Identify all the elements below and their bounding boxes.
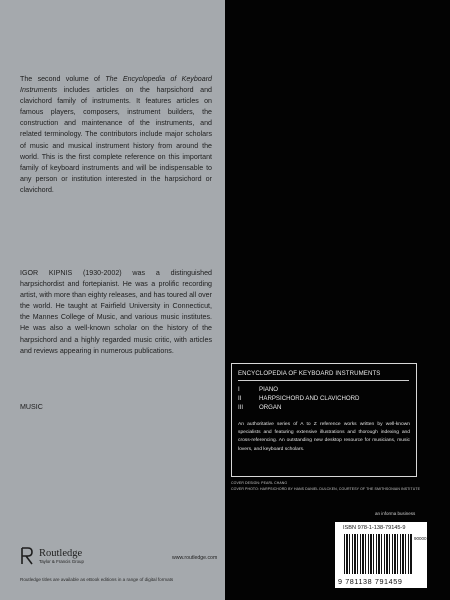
volume-number: III bbox=[238, 404, 244, 411]
author-bio: IGOR KIPNIS (1930-2002) was a distinguished harpsichordist and fortepianist. He was a prolific recording artist, with more than eighty releases, and has toured all over the world. He taught at Fairfield University in Connecticut, the Mannes College of Music, and various music institutes. He was also a well-known scholar on the history of the harpsichord and a highly regarded music critic, with articles and reviews appearing in numerous publications. bbox=[20, 269, 212, 355]
volume-number: I bbox=[238, 386, 240, 393]
volume-name: PIANO bbox=[259, 386, 278, 393]
barcode-block bbox=[335, 522, 427, 588]
series-divider bbox=[238, 380, 409, 381]
barcode-number: 9 781138 791459 bbox=[338, 577, 403, 586]
blurb-text-rest: includes articles on the harpsichord and clavichord family of instruments. It features articles on famous players, composers, instrument builders, the construction and maintenance of the instruments, and related terminology. The contributors include major scholars of music and musical instrument history from around the world. This is the first complete reference on this important family of keyboard instruments and will be indispensable to any person or institution interested in the harpsichord or clavichord. bbox=[20, 86, 212, 194]
price-code: 90000 bbox=[414, 536, 427, 541]
barcode-icon bbox=[344, 534, 412, 575]
isbn-text: ISBN 978-1-138-79145-9 bbox=[343, 525, 406, 531]
volume-name: ORGAN bbox=[259, 404, 282, 411]
publisher-text bbox=[39, 548, 84, 565]
series-title: ENCYCLOPEDIA OF KEYBOARD INSTRUMENTS bbox=[238, 370, 381, 377]
subject-category: MUSIC bbox=[20, 403, 43, 411]
ebook-note: Routledge titles are available as eBook editions in a range of digital formats bbox=[20, 577, 174, 582]
routledge-logo-icon bbox=[20, 547, 34, 565]
description-blurb bbox=[20, 74, 212, 196]
series-info-box bbox=[231, 363, 417, 477]
informa-tagline: an informa business bbox=[375, 511, 416, 516]
cover-photo-credit: COVER PHOTO: HARPSICHORD BY HANS DANIEL DULCKEN, COURTESY OF THE SMITHSONIAN INSTITUTE bbox=[231, 486, 421, 491]
publisher-logo-block bbox=[20, 547, 84, 565]
volume-name: HARPSICHORD AND CLAVICHORD bbox=[259, 395, 360, 402]
right-panel bbox=[225, 0, 450, 600]
publisher-group: Taylor & Francis Group bbox=[39, 558, 84, 564]
blurb-text: The second volume of bbox=[20, 75, 106, 83]
cover-design-credit: COVER DESIGN: PEARL CHANG bbox=[231, 481, 288, 485]
blurb-book-title: The Encyclopedia of Keyboard Instruments bbox=[20, 75, 212, 95]
publisher-name: Routledge bbox=[39, 547, 83, 559]
series-description: An authoritative series of A to Z reference works written by well-known specialists and featuring extensive illustrations and thorough indexing and cross-referencing. An outstanding new desktop resource for musicians, music lovers, and keyboard scholars. bbox=[238, 422, 410, 452]
cover-credits bbox=[231, 481, 420, 492]
volume-number: II bbox=[238, 395, 242, 402]
barcode-bars bbox=[344, 534, 412, 574]
publisher-url: www.routledge.com bbox=[172, 555, 218, 561]
